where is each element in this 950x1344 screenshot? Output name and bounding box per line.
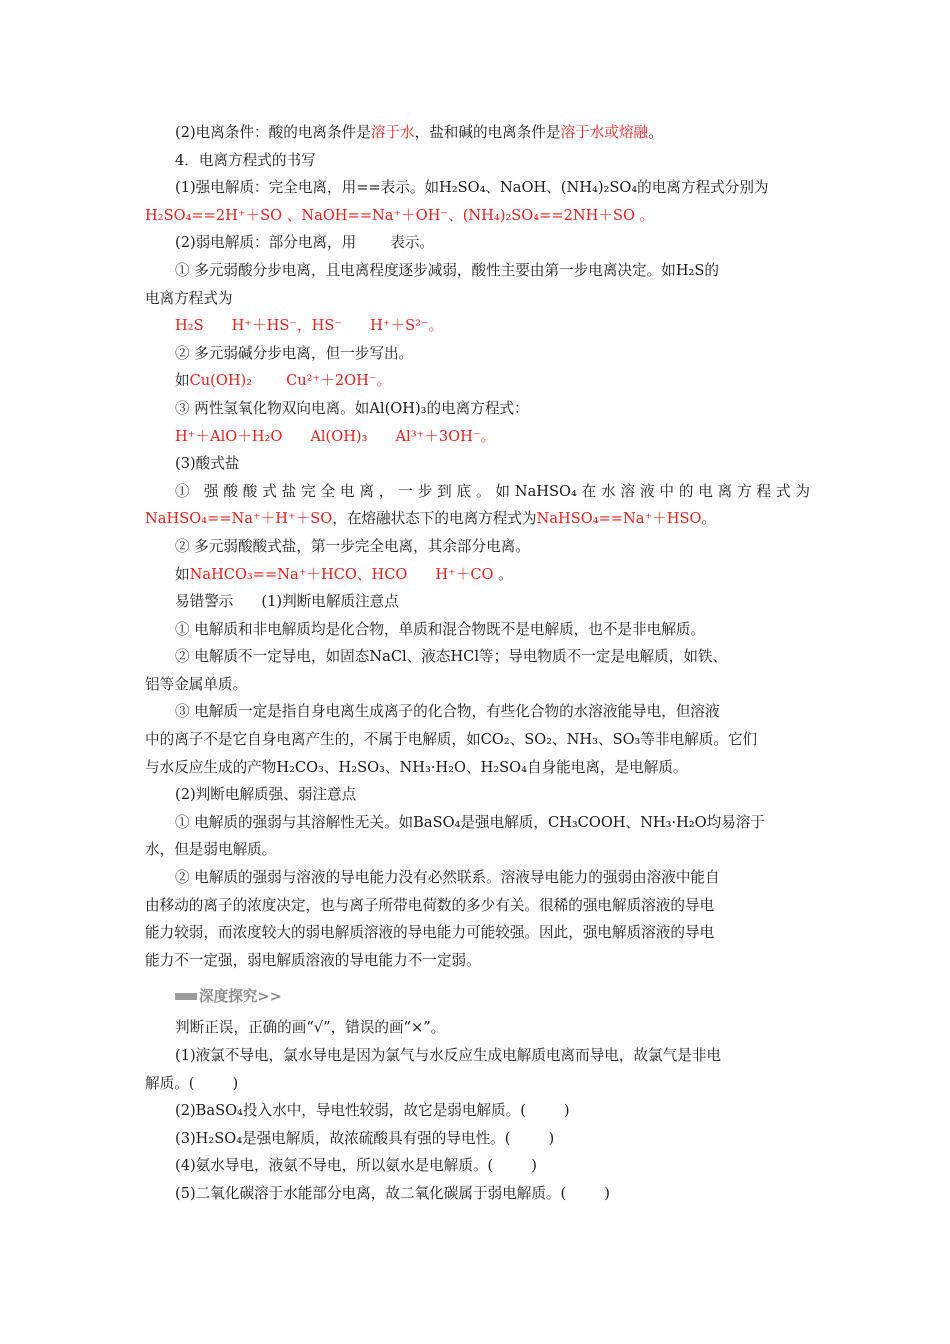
paragraph: ① 电解质的强弱与其溶解性无关。如BaSO₄是强电解质，CH₃COOH、NH₃·H₂O均易溶于 [175, 813, 766, 831]
text: 如 [175, 565, 190, 583]
text: H⁺＋AlO＋H₂O [175, 427, 283, 445]
paragraph: (1)强电解质：完全电离，用==表示。如H₂SO₄、NaOH、(NH₄)₂SO₄的电离方程式分别为 [175, 179, 769, 197]
text: Al(OH)₃ [310, 427, 368, 445]
paragraph: 由移动的离子的浓度决定，也与离子所带电荷数的多少有关。很稀的强电解质溶液的导电 [145, 896, 715, 914]
text: H⁺＋HS⁻，HS⁻ [231, 317, 343, 335]
answer-text: Cu²⁺＋2OH⁻。 [286, 372, 392, 390]
paragraph: ② 多元弱碱分步电离，但一步写出。 [175, 344, 414, 362]
question-item [145, 1152, 810, 1180]
section-bar-icon [175, 993, 197, 1000]
section-title: 深度探究>> [199, 987, 282, 1005]
paragraph: ① 多元弱酸分步电离，且电离程度逐步减弱，酸性主要由第一步电离决定。如H₂S的 [175, 261, 719, 279]
heading: (2)判断电解质强、弱注意点 [175, 786, 357, 804]
paragraph: 与水反应生成的产物H₂CO₃、H₂SO₃、NH₃·H₂O、H₂SO₄自身能电离，是电解质。 [145, 758, 688, 776]
paragraph: ① 强酸酸式盐完全电离，一步到底。如NaHSO₄在水溶液中的电离方程式为 [175, 482, 810, 500]
answer-text [145, 423, 810, 451]
text: ) [563, 1102, 570, 1120]
text: 。 [493, 565, 513, 583]
paragraph: ③ 两性氢氧化物双向电离。如Al(OH)₃的电离方程式： [175, 399, 529, 417]
text: ，在熔融状态下的电离方程式为 [332, 510, 537, 528]
document-page [145, 119, 810, 1208]
paragraph: 水，但是弱电解质。 [145, 841, 277, 859]
paragraph [145, 561, 810, 589]
answer-text: 溶于水或熔融 [560, 124, 649, 141]
heading: 4．电离方程式的书写 [175, 151, 316, 169]
answer-text: H⁺＋CO [435, 565, 494, 583]
text: ，盐和碱的电离条件是 [414, 124, 561, 141]
question-item [145, 1125, 810, 1153]
paragraph [145, 229, 810, 257]
paragraph: 能力较弱，而浓度较大的弱电解质溶液的导电能力可能较强。因此，强电解质溶液的导电 [145, 924, 715, 942]
paragraph: ② 多元弱酸酸式盐，第一步完全电离，其余部分电离。 [175, 537, 530, 555]
warning-label: 易错警示 [175, 593, 234, 611]
question-item [145, 1070, 810, 1098]
text: ) [232, 1074, 239, 1092]
answer-text: NaHSO₄==Na⁺＋H⁺＋SO [145, 510, 333, 528]
answer-text: 溶于水 [370, 124, 415, 141]
paragraph [145, 119, 810, 147]
paragraph: 铝等金属单质。 [145, 675, 248, 693]
paragraph: ① 电解质和非电解质均是化合物，单质和混合物既不是电解质，也不是非电解质。 [175, 620, 706, 638]
answer-text: NaHSO₄==Na⁺＋HSO [536, 510, 702, 528]
text: (4)氨水导电，液氨不导电，所以氨水是电解质。( [175, 1157, 494, 1175]
paragraph: 判断正误，正确的画“√”，错误的画“×”。 [175, 1019, 446, 1037]
text: 表示。 [390, 234, 435, 252]
answer-text [145, 312, 810, 340]
text: ) [604, 1184, 610, 1202]
heading: (3)酸式盐 [175, 455, 240, 473]
paragraph: ② 电解质不一定导电，如固态NaCl、液态HCl等；导电物质不一定是电解质，如铁、 [175, 648, 728, 666]
text: 。 [648, 124, 663, 141]
section-header-deep-inquiry [175, 984, 810, 1008]
paragraph [145, 505, 810, 533]
paragraph: 中的离子不是它自身电离产生的，不属于电解质，如CO₂、SO₂、NH₃、SO₃等非电解质。它们 [145, 731, 758, 749]
text: (3)H₂SO₄是强电解质，故浓硫酸具有强的导电性。( [175, 1129, 511, 1147]
paragraph [145, 367, 810, 395]
text: (5)二氧化碳溶于水能部分电离，故二氧化碳属于弱电解质。( [175, 1184, 567, 1202]
question-item: (1)液氯不导电，氯水导电是因为氯气与水反应生成电解质电离而导电，故氯气是非电 [175, 1047, 722, 1064]
paragraph: ② 电解质的强弱与溶液的导电能力没有必然联系。溶液导电能力的强弱由溶液中能自 [175, 869, 720, 887]
text: H⁺＋S²⁻。 [370, 317, 444, 335]
paragraph: 电离方程式为 [145, 289, 233, 307]
text: 如 [175, 372, 190, 390]
text: 解质。( [145, 1074, 195, 1092]
question-item [145, 1097, 810, 1125]
answer-text: NaHCO₃==Na⁺＋HCO、HCO [189, 565, 408, 583]
text: 。 [701, 510, 717, 528]
text: Al³⁺＋3OH⁻。 [395, 427, 496, 445]
text: (2)弱电解质：部分电离，用 [175, 234, 357, 252]
text: ) [531, 1157, 537, 1175]
text: ) [548, 1129, 555, 1147]
text: H₂S [175, 317, 204, 335]
paragraph: 能力不一定强，弱电解质溶液的导电能力不一定弱。 [145, 951, 481, 969]
answer-text: Cu(OH)₂ [189, 372, 253, 390]
answer-text: H₂SO₄==2H⁺＋SO 、NaOH==Na⁺＋OH⁻、(NH₄)₂SO₄==2NH＋SO 。 [145, 206, 655, 224]
text: (1)判断电解质注意点 [261, 593, 399, 611]
text: (2)电离条件：酸的电离条件是 [175, 124, 371, 141]
question-item [145, 1180, 810, 1208]
paragraph [145, 588, 810, 616]
text: (2)BaSO₄投入水中，导电性较弱，故它是弱电解质。( [175, 1102, 526, 1120]
paragraph: ③ 电解质一定是指自身电离生成离子的化合物，有些化合物的水溶液能导电，但溶液 [175, 703, 720, 721]
